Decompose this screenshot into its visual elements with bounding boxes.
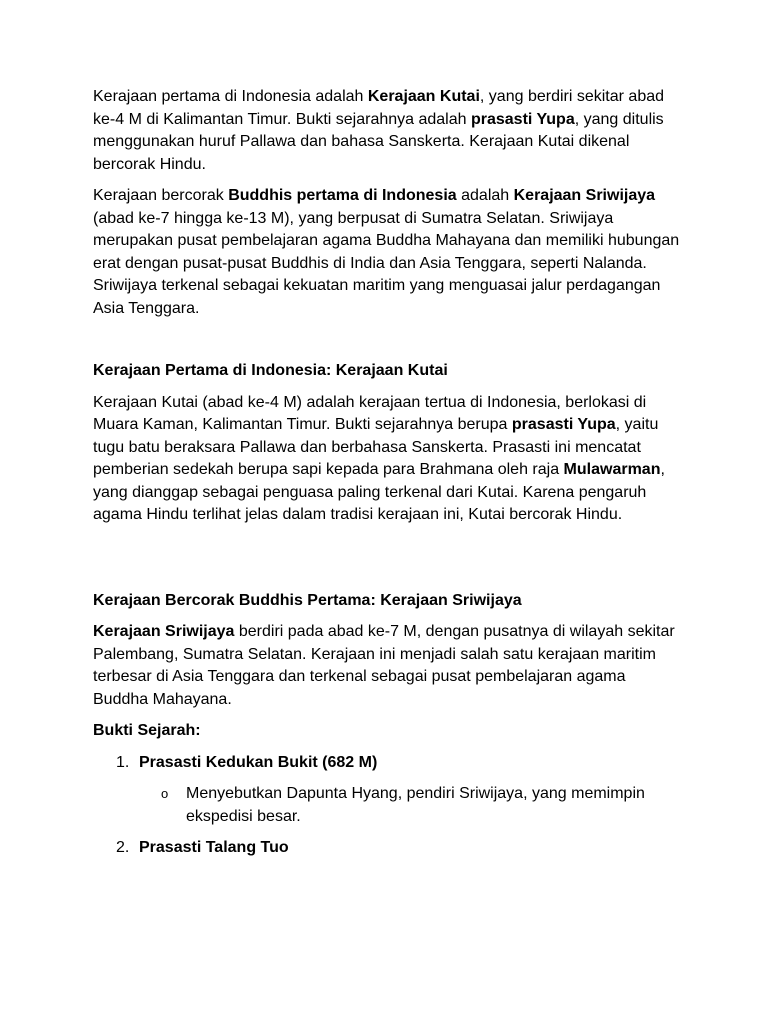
text-run: berdiri pada abad ke-7 M, dengan pusatnya di wilayah sekitar Palembang, Sumatra Selatan. Kerajaan ini menjadi salah satu kerajaan maritim terbesar di Asia Tenggara dan terkenal sebagai pusat pembelajaran agama Buddha Mahayana. <box>93 623 675 708</box>
list-number: 1. <box>116 753 130 771</box>
intro-paragraph-kutai <box>93 86 683 176</box>
sriwijaya-paragraph <box>93 621 683 711</box>
list-number: 2. <box>116 839 130 856</box>
text-run: , yang berdiri sekitar abad ke-4 M di Kalimantan Timur. Bukti sejarahnya adalah <box>93 88 665 128</box>
bold-run: Kerajaan Sriwijaya <box>513 187 656 204</box>
section-heading-sriwijaya: Kerajaan Bercorak Buddhis Pertama: Kerajaan Sriwijaya <box>93 591 522 609</box>
sub-list-text: Menyebutkan Dapunta Hyang, pendiri Sriwijaya, yang memimpin ekspedisi besar. <box>186 785 645 825</box>
text-run: , yang dianggap sebagai penguasa paling terkenal dari Kutai. Karena pengaruh agama Hindu terlihat jelas dalam tradisi kerajaan ini, Kutai bercorak Hindu. <box>93 461 665 523</box>
kutai-paragraph <box>93 392 683 527</box>
evidence-list <box>93 752 683 860</box>
list-item <box>93 752 683 829</box>
bold-run: Mulawarman <box>563 461 661 478</box>
text-run: Kerajaan bercorak <box>93 187 229 204</box>
intro-paragraph-sriwijaya <box>93 185 683 320</box>
text-run: , yang ditulis menggunakan huruf Pallawa dan bahasa Sanskerta. Kerajaan Kutai dikenal bercorak Hindu. <box>93 110 664 173</box>
bold-run: Buddhis pertama di Indonesia <box>228 187 457 204</box>
hollow-bullet-icon: o <box>161 786 169 801</box>
list-item-title: Prasasti Talang Tuo <box>139 839 289 856</box>
sub-list <box>139 783 683 828</box>
text-run: , yaitu tugu batu beraksara Pallawa dan berbahasa Sanskerta. Prasasti ini mencatat pemberian sedekah berupa sapi kepada para Brahmana oleh raja <box>93 416 659 478</box>
bold-run: Kerajaan Kutai <box>367 88 480 105</box>
sub-list-item <box>139 783 683 828</box>
text-run: (abad ke-7 hingga ke-13 M), yang berpusat di Sumatra Selatan. Sriwijaya merupakan pusat pembelajaran agama Buddha Mahayana dan memiliki hubungan erat dengan pusat-pusat Buddhis di India dan Asia Tenggara, seperti Nalanda. Sriwijaya terkenal sebagai kekuatan maritim yang menguasai jalur perdagangan Asia Tenggara. <box>93 209 680 317</box>
section-heading-kutai: Kerajaan Pertama di Indonesia: Kerajaan Kutai <box>93 362 448 379</box>
text-run: Kerajaan Kutai (abad ke-4 M) adalah kerajaan tertua di Indonesia, berlokasi di Muara Kaman, Kalimantan Timur. Bukti sejarahnya berupa <box>93 393 647 433</box>
bold-run: Kerajaan Sriwijaya <box>93 623 235 640</box>
document-body <box>93 86 683 869</box>
text-run: Kerajaan pertama di Indonesia adalah <box>93 88 368 105</box>
text-run: adalah <box>456 187 514 204</box>
bold-run: prasasti Yupa <box>470 110 575 128</box>
bold-run: prasasti Yupa <box>511 416 616 433</box>
evidence-heading: Bukti Sejarah: <box>93 722 201 739</box>
list-item-title: Prasasti Kedukan Bukit (682 M) <box>139 753 378 771</box>
list-item <box>93 837 683 860</box>
